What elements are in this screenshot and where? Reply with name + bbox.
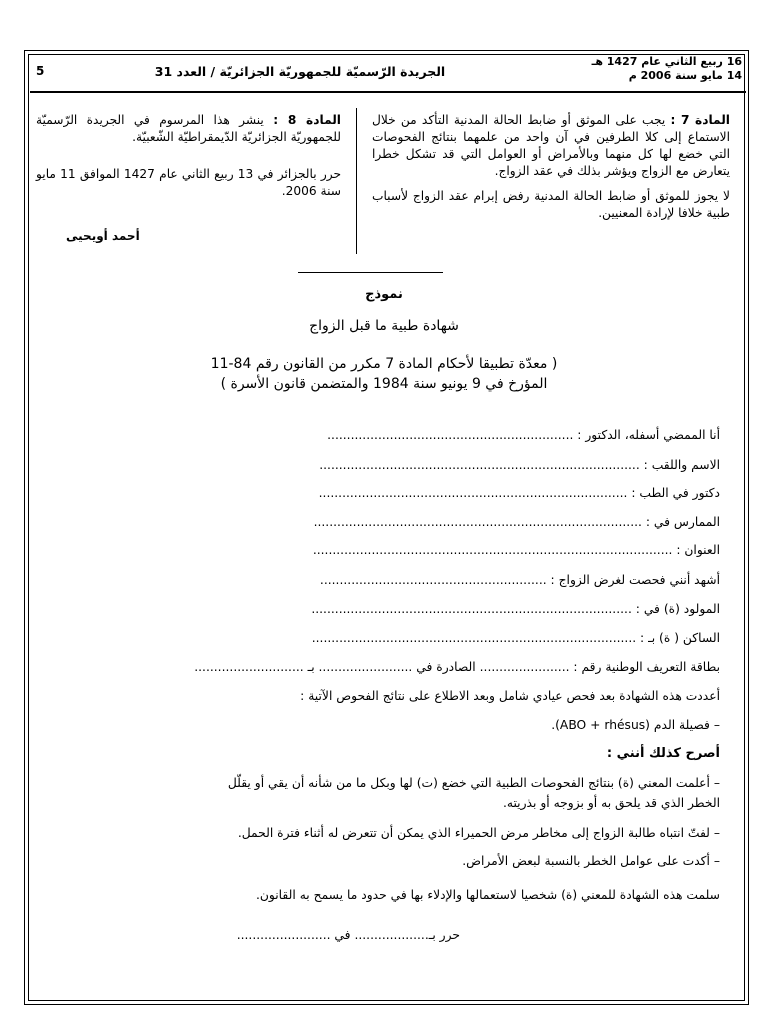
column-divider	[356, 108, 357, 254]
journal-title: الجريدة الرّسميّة للجمهوريّة الجزائريّة / العدد 31	[154, 64, 446, 79]
blood-group: – فصيلة الدم (ABO + rhésus).	[551, 718, 720, 732]
declare-heading: أصرح كذلك أنني :	[606, 746, 720, 761]
article-7-paragraph-1	[372, 112, 730, 180]
form-field-doctor[interactable]: أنا الممضي أسفله، الدكتور : ...............................................................	[327, 428, 720, 442]
form-field-examined[interactable]: أشهد أنني فحصت لغرض الزواج : ..........................................................	[319, 573, 720, 587]
header-rule	[30, 91, 746, 93]
declaration-1-continued: الخطر الذي قد يلحق به أو بزوجه أو بذريته.	[502, 796, 720, 810]
signer-name: أحمد أويحيى	[66, 229, 140, 243]
article-7-text-1: يجب على الموثق أو ضابط الحالة المدنية التأكد من خلال الاستماع إلى كلا الطرفين في آن واحد من علمهما بنتائج الفحوصات التي خضع لها كل منهما وبالأمراض أو العوامل التي قد تشكل خطرا يتعارض مع الزواج ويؤشر بذلك في عقد الزواج.	[372, 113, 730, 178]
form-field-born-in[interactable]: المولود (ة) في : ..................................................................................	[311, 602, 720, 616]
model-label: نموذج	[365, 287, 403, 302]
form-field-address[interactable]: العنوان : ............................................................................................	[312, 543, 720, 557]
page-number: 5	[36, 64, 45, 78]
declaration-1: – أعلمت المعني (ة) بنتائج الفحوصات الطبية التي خضع (ت) لها وبكل ما من شأنه أن يقي أو يقلّل	[227, 776, 720, 790]
certificate-subtitle-line-2: المؤرخ في 9 يونيو سنة 1984 والمتضمن قانون الأسرة )	[220, 376, 548, 392]
header-date-hijri: 16 ربيع الثاني عام 1427 هـ	[591, 55, 742, 68]
form-field-doctor-of-medicine[interactable]: دكتور في الطب : ...............................................................................	[318, 486, 720, 500]
header-date	[592, 55, 742, 83]
article-8-label: المادة 8 :	[273, 113, 341, 127]
article-8	[36, 112, 341, 200]
form-field-name[interactable]: الاسم واللقب : ..................................................................................	[319, 458, 720, 472]
article-7-label: المادة 7 :	[670, 113, 730, 127]
article-8-done-at: حرر بالجزائر في 13 ربيع الثاني عام 1427 الموافق 11 مايو سنة 2006.	[36, 167, 341, 198]
form-field-practicing-at[interactable]: الممارس في : ....................................................................................	[313, 515, 720, 529]
handover-statement: سلمت هذه الشهادة للمعني (ة) شخصيا لاستعمالها والإدلاء بها في حدود ما يسمح به القانون.	[255, 888, 720, 902]
certificate-subtitle	[0, 354, 768, 394]
declaration-2: – لفتّ انتباه طالبة الزواج إلى مخاطر مرض الحميراء الذي يمكن أن تتعرض له أثناء فترة الحمل.	[237, 826, 720, 840]
article-8-paragraph	[36, 112, 341, 146]
article-7-text-2: لا يجوز للموثق أو ضابط الحالة المدنية رفض إبرام عقد الزواج لأسباب طبية خلافا لإرادة المعنيين.	[372, 189, 730, 220]
declaration-3: – أكدت على عوامل الخطر بالنسبة لبعض الأمراض.	[462, 854, 720, 868]
form-field-id-card[interactable]: بطاقة التعريف الوطنية رقم : ....................... الصادرة في ........................ بـ ............................	[194, 660, 720, 674]
certificate-title: شهادة طبية ما قبل الزواج	[309, 318, 459, 334]
section-rule	[298, 272, 443, 273]
header-date-greg: 14 مايو سنة 2006 م	[628, 69, 742, 82]
exam-intro: أعددت هذه الشهادة بعد فحص عيادي شامل وبعد الاطلاع على نتائج الفحوص الآتية :	[300, 689, 720, 703]
article-8-text: ينشر هذا المرسوم في الجريدة الرّسميّة للجمهوريّة الجزائريّة الدّيمقراطيّة الشّعبيّة.	[36, 113, 341, 144]
form-done-at[interactable]: حرر بـ................... في ........................	[236, 928, 460, 942]
article-7	[372, 112, 730, 222]
form-field-residing[interactable]: الساكن ( ة) بـ : ...................................................................................	[311, 631, 720, 645]
certificate-subtitle-line-1: ( معدّة تطبيقا لأحكام المادة 7 مكرر من القانون رقم 84-11	[210, 356, 558, 372]
